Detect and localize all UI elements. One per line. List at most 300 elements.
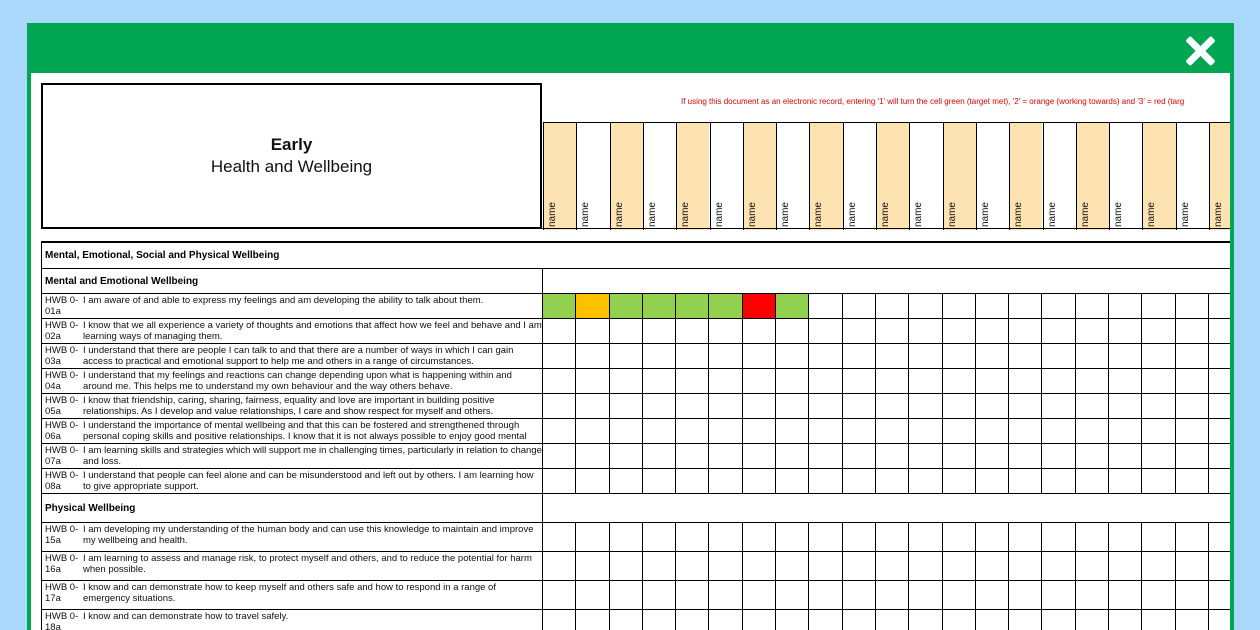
- assessment-cell[interactable]: [1142, 319, 1175, 343]
- assessment-cell[interactable]: [876, 419, 909, 443]
- assessment-cell[interactable]: [876, 319, 909, 343]
- assessment-cell[interactable]: [1176, 344, 1209, 368]
- assessment-cell[interactable]: [1042, 394, 1075, 418]
- assessment-cell[interactable]: [543, 344, 576, 368]
- assessment-cell[interactable]: [876, 469, 909, 493]
- name-column-header[interactable]: [1043, 123, 1076, 230]
- assessment-cell[interactable]: [1042, 294, 1075, 318]
- assessment-cell[interactable]: [976, 369, 1009, 393]
- assessment-cell[interactable]: [809, 523, 842, 551]
- assessment-cell[interactable]: [1109, 369, 1142, 393]
- assessment-cell[interactable]: [909, 444, 942, 468]
- assessment-cell[interactable]: [709, 469, 742, 493]
- assessment-cell[interactable]: [1109, 552, 1142, 580]
- assessment-cell[interactable]: [1209, 319, 1230, 343]
- assessment-cell[interactable]: [1076, 369, 1109, 393]
- assessment-cell[interactable]: [876, 394, 909, 418]
- outcome-row: [41, 394, 1230, 419]
- assessment-cell[interactable]: [1142, 369, 1175, 393]
- assessment-cell[interactable]: [1142, 469, 1175, 493]
- assessment-cell[interactable]: [909, 552, 942, 580]
- assessment-cell[interactable]: [976, 344, 1009, 368]
- subsection-fill: [543, 494, 1230, 522]
- assessment-cell[interactable]: [610, 369, 643, 393]
- assessment-cell[interactable]: [610, 469, 643, 493]
- assessment-cell[interactable]: [1176, 394, 1209, 418]
- assessment-cell[interactable]: [1176, 419, 1209, 443]
- assessment-cell[interactable]: [1176, 581, 1209, 609]
- name-column-header[interactable]: [976, 123, 1009, 230]
- assessment-cell[interactable]: [943, 552, 976, 580]
- assessment-cell[interactable]: [1176, 610, 1209, 630]
- assessment-cell[interactable]: [576, 581, 609, 609]
- name-column-header[interactable]: [743, 123, 776, 230]
- assessment-cell[interactable]: [1209, 581, 1230, 609]
- assessment-cell[interactable]: [809, 419, 842, 443]
- assessment-cell[interactable]: [1076, 394, 1109, 418]
- assessment-cell[interactable]: [909, 419, 942, 443]
- assessment-cell[interactable]: [1042, 610, 1075, 630]
- assessment-cell[interactable]: [543, 444, 576, 468]
- assessment-cell[interactable]: [809, 344, 842, 368]
- name-column-label: name: [646, 201, 658, 227]
- outcome-code: HWB 0-08a: [45, 470, 79, 492]
- assessment-cell[interactable]: [709, 552, 742, 580]
- assessment-cell[interactable]: [610, 552, 643, 580]
- assessment-cell[interactable]: [809, 369, 842, 393]
- assessment-cell[interactable]: [976, 419, 1009, 443]
- assessment-cell[interactable]: [743, 444, 776, 468]
- assessment-cell[interactable]: [909, 344, 942, 368]
- assessment-cell[interactable]: [776, 394, 809, 418]
- assessment-cell[interactable]: [543, 469, 576, 493]
- assessment-cell[interactable]: [643, 581, 676, 609]
- assessment-cell[interactable]: [676, 294, 709, 318]
- level-title: Early: [270, 135, 313, 154]
- assessment-cell[interactable]: [776, 319, 809, 343]
- assessment-cell[interactable]: [1209, 419, 1230, 443]
- assessment-cell[interactable]: [943, 394, 976, 418]
- assessment-cell[interactable]: [976, 319, 1009, 343]
- assessment-cell[interactable]: [976, 552, 1009, 580]
- name-column-header[interactable]: [543, 123, 576, 230]
- assessment-cell[interactable]: [1009, 319, 1042, 343]
- assessment-cell[interactable]: [1176, 552, 1209, 580]
- assessment-cell[interactable]: [610, 523, 643, 551]
- assessment-cell[interactable]: [1042, 344, 1075, 368]
- assessment-cell[interactable]: [709, 394, 742, 418]
- assessment-cell[interactable]: [643, 394, 676, 418]
- name-column-header[interactable]: [776, 123, 809, 230]
- assessment-cell[interactable]: [743, 319, 776, 343]
- assessment-cell[interactable]: [876, 294, 909, 318]
- assessment-cell[interactable]: [909, 581, 942, 609]
- assessment-cell[interactable]: [876, 523, 909, 551]
- assessment-cell[interactable]: [1209, 344, 1230, 368]
- assessment-cell[interactable]: [709, 369, 742, 393]
- assessment-cell[interactable]: [809, 469, 842, 493]
- assessment-cell[interactable]: [1009, 552, 1042, 580]
- assessment-cell[interactable]: [943, 294, 976, 318]
- assessment-cell[interactable]: [943, 444, 976, 468]
- assessment-cell[interactable]: [576, 394, 609, 418]
- assessment-cell[interactable]: [909, 523, 942, 551]
- assessment-cell[interactable]: [709, 344, 742, 368]
- assessment-cell[interactable]: [643, 523, 676, 551]
- assessment-cell[interactable]: [676, 369, 709, 393]
- assessment-cell[interactable]: [643, 344, 676, 368]
- assessment-cell[interactable]: [743, 552, 776, 580]
- assessment-cell[interactable]: [543, 523, 576, 551]
- assessment-cell[interactable]: [676, 394, 709, 418]
- assessment-cell[interactable]: [1042, 319, 1075, 343]
- assessment-cell[interactable]: [943, 419, 976, 443]
- outcome-description: [41, 523, 543, 551]
- assessment-cell[interactable]: [643, 369, 676, 393]
- name-column-header[interactable]: [809, 123, 842, 230]
- assessment-cell[interactable]: [743, 294, 776, 318]
- assessment-cell[interactable]: [576, 444, 609, 468]
- assessment-cell[interactable]: [543, 552, 576, 580]
- assessment-cell[interactable]: [1209, 444, 1230, 468]
- assessment-cell[interactable]: [1042, 469, 1075, 493]
- assessment-cell[interactable]: [1109, 344, 1142, 368]
- assessment-cell[interactable]: [976, 581, 1009, 609]
- name-column-header[interactable]: [876, 123, 909, 230]
- assessment-cell[interactable]: [976, 294, 1009, 318]
- outcome-description: [41, 444, 543, 468]
- assessment-cell[interactable]: [1209, 552, 1230, 580]
- assessment-cell[interactable]: [909, 469, 942, 493]
- assessment-cell[interactable]: [1076, 319, 1109, 343]
- assessment-cell[interactable]: [776, 552, 809, 580]
- assessment-cell[interactable]: [1009, 610, 1042, 630]
- assessment-cell[interactable]: [1142, 523, 1175, 551]
- outcome-description: [41, 552, 543, 580]
- name-column-header[interactable]: [943, 123, 976, 230]
- assessment-cell[interactable]: [576, 294, 609, 318]
- assessment-cell[interactable]: [1076, 523, 1109, 551]
- assessment-cell[interactable]: [776, 369, 809, 393]
- assessment-cell[interactable]: [709, 523, 742, 551]
- assessment-cell[interactable]: [643, 552, 676, 580]
- assessment-cell[interactable]: [1076, 344, 1109, 368]
- assessment-cell[interactable]: [1109, 419, 1142, 443]
- assessment-cell[interactable]: [1076, 294, 1109, 318]
- assessment-cell[interactable]: [643, 610, 676, 630]
- outcome-description: [41, 294, 543, 318]
- assessment-cell[interactable]: [743, 344, 776, 368]
- assessment-cell[interactable]: [843, 610, 876, 630]
- assessment-cell[interactable]: [843, 319, 876, 343]
- assessment-cell[interactable]: [1042, 419, 1075, 443]
- assessment-cell[interactable]: [743, 369, 776, 393]
- assessment-cell[interactable]: [1076, 469, 1109, 493]
- assessment-cell[interactable]: [976, 469, 1009, 493]
- assessment-cell[interactable]: [976, 444, 1009, 468]
- assessment-cell[interactable]: [676, 469, 709, 493]
- assessment-cell[interactable]: [1042, 581, 1075, 609]
- outcome-code: HWB 0-06a: [45, 420, 79, 442]
- assessment-cell[interactable]: [1176, 469, 1209, 493]
- assessment-cell[interactable]: [676, 344, 709, 368]
- assessment-cell[interactable]: [643, 319, 676, 343]
- assessment-cell[interactable]: [643, 419, 676, 443]
- assessment-cell[interactable]: [709, 319, 742, 343]
- assessment-cell[interactable]: [1009, 444, 1042, 468]
- name-column-header[interactable]: [1176, 123, 1209, 230]
- assessment-cell[interactable]: [776, 581, 809, 609]
- name-column-header[interactable]: [710, 123, 743, 230]
- assessment-cell[interactable]: [743, 523, 776, 551]
- name-column-header[interactable]: [843, 123, 876, 230]
- assessment-cell[interactable]: [809, 610, 842, 630]
- assessment-cell[interactable]: [743, 394, 776, 418]
- assessment-cell[interactable]: [1009, 394, 1042, 418]
- assessment-cell[interactable]: [576, 610, 609, 630]
- name-column-header[interactable]: [1209, 123, 1230, 230]
- assessment-cell[interactable]: [610, 319, 643, 343]
- name-column-header[interactable]: [1009, 123, 1042, 230]
- outcome-description: [41, 581, 543, 609]
- assessment-cell[interactable]: [843, 344, 876, 368]
- assessment-cell[interactable]: [610, 344, 643, 368]
- assessment-cell[interactable]: [1076, 419, 1109, 443]
- assessment-cell[interactable]: [1109, 294, 1142, 318]
- assessment-cell[interactable]: [576, 344, 609, 368]
- name-column-header[interactable]: [1109, 123, 1142, 230]
- assessment-cell[interactable]: [776, 419, 809, 443]
- assessment-cell[interactable]: [1076, 581, 1109, 609]
- assessment-cell[interactable]: [1109, 394, 1142, 418]
- assessment-cell[interactable]: [943, 344, 976, 368]
- assessment-cell[interactable]: [1109, 444, 1142, 468]
- assessment-cell[interactable]: [610, 419, 643, 443]
- assessment-cell[interactable]: [1109, 523, 1142, 551]
- assessment-cell[interactable]: [943, 469, 976, 493]
- assessment-cell[interactable]: [1109, 469, 1142, 493]
- assessment-cell[interactable]: [943, 610, 976, 630]
- assessment-cell[interactable]: [809, 444, 842, 468]
- assessment-cell[interactable]: [743, 581, 776, 609]
- assessment-cell[interactable]: [1142, 444, 1175, 468]
- assessment-cell[interactable]: [1009, 419, 1042, 443]
- assessment-cell[interactable]: [1009, 369, 1042, 393]
- name-column-header[interactable]: [909, 123, 942, 230]
- assessment-cell[interactable]: [643, 294, 676, 318]
- assessment-cell[interactable]: [1209, 394, 1230, 418]
- outcome-code: HWB 0-04a: [45, 370, 79, 392]
- assessment-cell[interactable]: [843, 444, 876, 468]
- assessment-cell[interactable]: [809, 294, 842, 318]
- name-column-label: name: [1079, 201, 1091, 227]
- assessment-cell[interactable]: [709, 419, 742, 443]
- assessment-cell[interactable]: [943, 369, 976, 393]
- assessment-cell[interactable]: [1076, 552, 1109, 580]
- assessment-cell[interactable]: [776, 610, 809, 630]
- assessment-cell[interactable]: [576, 369, 609, 393]
- assessment-cell[interactable]: [1209, 523, 1230, 551]
- assessment-cell[interactable]: [743, 469, 776, 493]
- name-column-label: name: [1013, 201, 1025, 227]
- assessment-cell[interactable]: [676, 523, 709, 551]
- assessment-cell[interactable]: [809, 581, 842, 609]
- assessment-cell[interactable]: [610, 581, 643, 609]
- assessment-cell[interactable]: [809, 552, 842, 580]
- assessment-cell[interactable]: [876, 552, 909, 580]
- name-column-header[interactable]: [576, 123, 609, 230]
- assessment-cell[interactable]: [1142, 552, 1175, 580]
- assessment-cell[interactable]: [709, 294, 742, 318]
- assessment-cell[interactable]: [976, 394, 1009, 418]
- name-column-label: name: [846, 201, 858, 227]
- assessment-cell[interactable]: [543, 294, 576, 318]
- assessment-cell[interactable]: [776, 444, 809, 468]
- assessment-cell[interactable]: [1142, 394, 1175, 418]
- name-column-header[interactable]: [610, 123, 643, 230]
- assessment-cell[interactable]: [543, 581, 576, 609]
- name-column-header[interactable]: [676, 123, 709, 230]
- assessment-cell[interactable]: [943, 319, 976, 343]
- assessment-cell[interactable]: [876, 444, 909, 468]
- assessment-cell[interactable]: [1076, 444, 1109, 468]
- name-column-header[interactable]: [1076, 123, 1109, 230]
- assessment-cell[interactable]: [643, 469, 676, 493]
- assessment-cell[interactable]: [576, 552, 609, 580]
- assessment-cell[interactable]: [676, 610, 709, 630]
- assessment-cell[interactable]: [976, 523, 1009, 551]
- assessment-cell[interactable]: [743, 610, 776, 630]
- assessment-cell[interactable]: [1176, 369, 1209, 393]
- assessment-cell[interactable]: [843, 581, 876, 609]
- assessment-cell[interactable]: [1176, 319, 1209, 343]
- subsection-row: [41, 269, 1230, 294]
- assessment-cell[interactable]: [1142, 419, 1175, 443]
- outcome-code: HWB 0-07a: [45, 445, 79, 467]
- assessment-cell[interactable]: [976, 610, 1009, 630]
- name-column-label: name: [1213, 201, 1224, 227]
- assessment-cell[interactable]: [610, 294, 643, 318]
- assessment-cell[interactable]: [543, 319, 576, 343]
- assessment-cell[interactable]: [1176, 294, 1209, 318]
- assessment-cell[interactable]: [576, 469, 609, 493]
- assessment-cell[interactable]: [576, 419, 609, 443]
- assessment-cell[interactable]: [943, 523, 976, 551]
- assessment-cell[interactable]: [676, 319, 709, 343]
- close-icon[interactable]: [1180, 31, 1220, 71]
- assessment-cell[interactable]: [1042, 552, 1075, 580]
- assessment-cell[interactable]: [1042, 369, 1075, 393]
- assessment-cell[interactable]: [1142, 581, 1175, 609]
- assessment-cell[interactable]: [676, 552, 709, 580]
- assessment-cell[interactable]: [1042, 523, 1075, 551]
- assessment-cell[interactable]: [876, 344, 909, 368]
- assessment-cell[interactable]: [1176, 444, 1209, 468]
- assessment-cell[interactable]: [909, 369, 942, 393]
- assessment-cell[interactable]: [1209, 469, 1230, 493]
- assessment-cell[interactable]: [1009, 469, 1042, 493]
- outcome-text: I understand that people can feel alone and can be misunderstood and left out by others. I am learning how to give appropriate support.: [83, 470, 534, 492]
- assessment-cell[interactable]: [1142, 344, 1175, 368]
- name-column-label: name: [713, 201, 725, 227]
- assessment-cell[interactable]: [943, 581, 976, 609]
- assessment-cell[interactable]: [543, 419, 576, 443]
- assessment-cell[interactable]: [776, 523, 809, 551]
- assessment-cell[interactable]: [909, 394, 942, 418]
- assessment-cell[interactable]: [876, 610, 909, 630]
- assessment-cell[interactable]: [610, 444, 643, 468]
- name-column-header[interactable]: [1142, 123, 1175, 230]
- assessment-cell[interactable]: [909, 610, 942, 630]
- assessment-cell[interactable]: [809, 319, 842, 343]
- assessment-cell[interactable]: [709, 610, 742, 630]
- assessment-cell[interactable]: [1142, 294, 1175, 318]
- assessment-cell[interactable]: [1176, 523, 1209, 551]
- assessment-cell[interactable]: [809, 394, 842, 418]
- assessment-cell[interactable]: [1209, 369, 1230, 393]
- assessment-cell[interactable]: [909, 319, 942, 343]
- assessment-cell[interactable]: [843, 294, 876, 318]
- assessment-cell[interactable]: [610, 394, 643, 418]
- assessment-cell[interactable]: [1009, 294, 1042, 318]
- assessment-cell[interactable]: [909, 294, 942, 318]
- name-column-header[interactable]: [643, 123, 676, 230]
- assessment-cell[interactable]: [843, 369, 876, 393]
- assessment-cell[interactable]: [643, 444, 676, 468]
- name-column-label: name: [880, 201, 891, 227]
- assessment-cell[interactable]: [776, 469, 809, 493]
- assessment-cell[interactable]: [543, 394, 576, 418]
- assessment-cell[interactable]: [1009, 523, 1042, 551]
- name-column-label: name: [1046, 201, 1058, 227]
- assessment-cell[interactable]: [676, 444, 709, 468]
- assessment-cell[interactable]: [1009, 581, 1042, 609]
- outcome-text: I know that friendship, caring, sharing, fairness, equality and love are important in building positive relationships. As I develop and value relationships, I care and show respect for myself and others.: [83, 395, 495, 417]
- assessment-cell[interactable]: [776, 294, 809, 318]
- instruction-notice: If using this document as an electronic record, entering '1' will turn the cell green (target met), '2' = orange (working towards) and '3' = red (targ: [681, 97, 1185, 106]
- assessment-cell[interactable]: [543, 369, 576, 393]
- assessment-cell[interactable]: [776, 344, 809, 368]
- assessment-cell[interactable]: [843, 419, 876, 443]
- outcome-code: HWB 0-18a: [45, 611, 79, 630]
- assessment-cell[interactable]: [1042, 444, 1075, 468]
- assessment-cell[interactable]: [876, 581, 909, 609]
- assessment-cell[interactable]: [1009, 344, 1042, 368]
- assessment-cell[interactable]: [843, 552, 876, 580]
- assessment-cell[interactable]: [709, 444, 742, 468]
- assessment-cell[interactable]: [843, 523, 876, 551]
- assessment-cell[interactable]: [676, 419, 709, 443]
- assessment-cell[interactable]: [1209, 610, 1230, 630]
- assessment-cell[interactable]: [1076, 610, 1109, 630]
- assessment-cell[interactable]: [743, 419, 776, 443]
- assessment-cell[interactable]: [610, 610, 643, 630]
- assessment-cell[interactable]: [1109, 319, 1142, 343]
- assessment-cell[interactable]: [1142, 610, 1175, 630]
- assessment-cell[interactable]: [1209, 294, 1230, 318]
- assessment-cell[interactable]: [709, 581, 742, 609]
- assessment-cell[interactable]: [576, 319, 609, 343]
- assessment-cell[interactable]: [676, 581, 709, 609]
- assessment-cell[interactable]: [576, 523, 609, 551]
- assessment-cell[interactable]: [1109, 581, 1142, 609]
- assessment-cell[interactable]: [876, 369, 909, 393]
- assessment-cell[interactable]: [843, 394, 876, 418]
- outcome-text: I am aware of and able to express my feelings and am developing the ability to talk about them.: [83, 295, 484, 306]
- assessment-cell[interactable]: [1109, 610, 1142, 630]
- assessment-cell[interactable]: [543, 610, 576, 630]
- assessment-cell[interactable]: [843, 469, 876, 493]
